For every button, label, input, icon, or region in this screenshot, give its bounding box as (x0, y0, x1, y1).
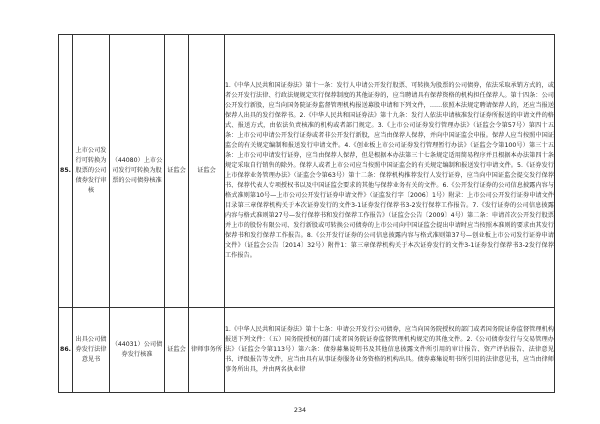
sub-item-name: （44080）上市公司发行可转换为股票的公司债券核准 (110, 35, 165, 308)
regulatory-items-table (58, 34, 555, 393)
legal-basis-text: 1.《中华人民共和国证券法》第十七条：申请公开发行公司债券，应当向国务院授权的部门或者国务院证券监督管理机构报送下列文件：（五）国务院授权的部门或者国务院证券监督管理机构规定的其他文件。2.《公司债券发行与交易管理办法》（证监会令第113号）第六条：债券募集说明书及其他信息披露文件所引用的审计报告、资产评估报告、法律意见书、评级报告等文件，应当由具有从事证券服务业务资格的机构出具。债券募集说明书所引用的法律意见书，应当由律师事务所出具，并由两名执业律 (225, 326, 554, 373)
legal-basis (225, 308, 555, 393)
legal-basis-text: 1.《中华人民共和国证券法》第十一条：发行人申请公开发行股票、可转换为股票的公司债券，依法采取承销方式的，或者公开发行法律、行政法规规定实行保荐制度的其他证券的，应当聘请具有保荐资格的机构担任保荐人。第十四条：公司公开发行新股，应当向国务院证券监督管理机构报送募股申请和下列文件，……依照本法规定聘请保荐人的，还应当报送保荐人出具的发行保荐书。2.《中华人民共和国证券法》第十九条：发行人依法申请核准发行证券所报送的申请文件的格式、报送方式，由依法负责核准的机构或者部门规定。3.《上市公司证券发行管理办法》（证监会令第57号）第四十五条：上市公司申请公开发行证券或者非公开发行新股，应当由保荐人保荐，并向中国证监会申报。保荐人应当按照中国证监会的有关规定编制和报送发行申请文件。4.《创业板上市公司证券发行管理暂行办法》（证监会令第100号）第三十五条：上市公司申请发行证券，应当由保荐人保荐，但是根据本办法第三十七条规定适用简易程序并且根据本办法第四十条规定采取自行销售的除外。保荐人或者上市公司应当按照中国证监会的有关规定编制和报送发行申请文件。5.《证券发行上市保荐业务管理办法》（证监会令第63号）第十二条：保荐机构推荐发行人发行证券，应当向中国证监会提交发行保荐书、保荐代表人专项授权书以及中国证监会要求的其他与保荐业务有关的文件。6.《公开发行证券的公司信息披露内容与格式准则第10号—上市公司公开发行证券申请文件》（证监发行字〔2006〕1号）附录：上市公司公开发行证券申请文件目录第三章保荐机构关于本次证券发行的文件3-1证券发行保荐书3-2发行保荐工作报告。7.《发行证券的公司信息披露内容与格式准则第27号—发行保荐书和发行保荐工作报告》（证监会公告〔2009〕4号）第二条：申请首次公开发行股票并上市的股份有限公司、发行新股或可转换公司债券的上市公司向中国证监会提出申请时应当按照本准则的要求由其发行保荐书和发行保荐工作报告。8.《公开发行证券的公司信息披露内容与格式准则第37号—创业板上市公司发行证券申请文件》（证监会公告〔2014〕32号）附件1：第三章保荐机构关于本次证券发行的文件3-1证券发行保荐书3-2发行保荐工作报告。 (225, 82, 554, 259)
implementing-body: 律师事务所 (189, 308, 225, 393)
item-name: 出具公司债券发行法律意见书 (73, 308, 110, 393)
implementing-body: 证监会 (189, 35, 225, 308)
item-name: 上市公司发行可转换为股票的公司债券发行审核 (73, 35, 110, 308)
row-number: 85. (59, 35, 73, 308)
sub-item-name: （44031）公司债券发行核准 (110, 308, 165, 393)
legal-basis (225, 35, 555, 308)
page-number: 234 (293, 406, 307, 414)
approval-department: 证监会 (165, 35, 189, 308)
approval-department: 证监会 (165, 308, 189, 393)
row-number: 86. (59, 308, 73, 393)
table-row (59, 35, 555, 308)
table-row (59, 308, 555, 393)
